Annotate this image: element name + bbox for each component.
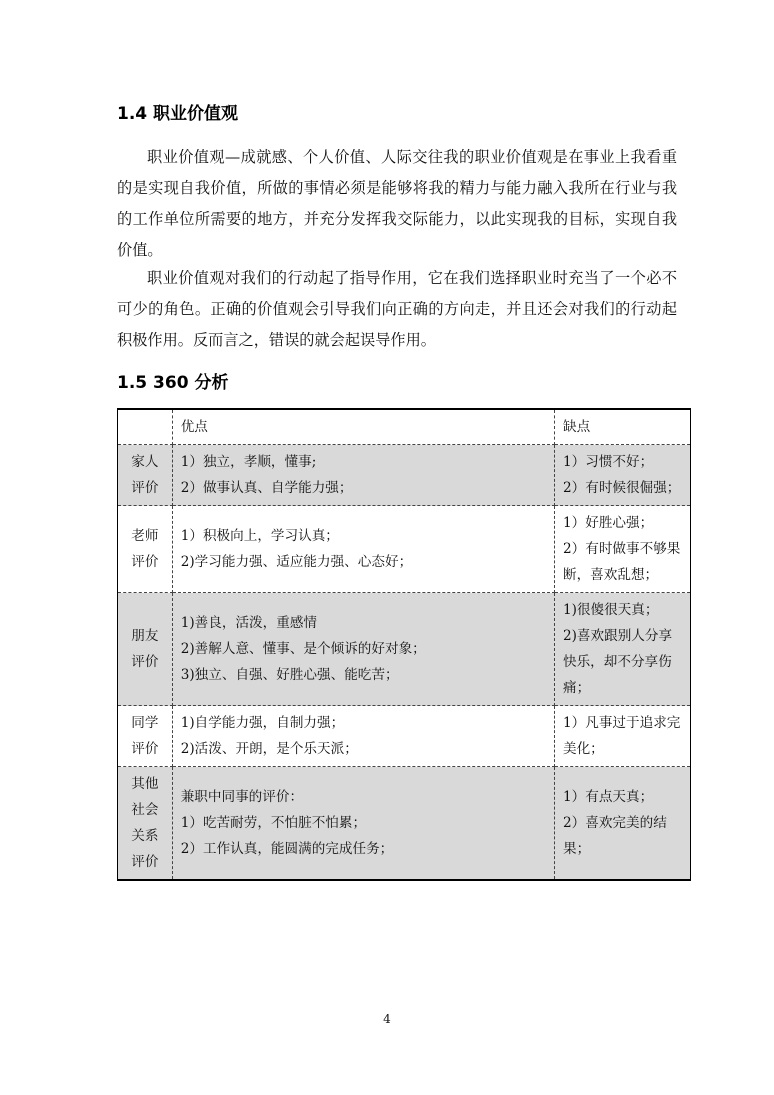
paragraph-values-1: 职业价值观—成就感、个人价值、人际交往我的职业价值观是在事业上我看重的是实现自我价值，所做的事情必须是能够将我的精力与能力融入我所在行业与我的工作单位所需要的地方，并充分发挥我交际能力，以此实现我的目标，实现自我价值。 <box>117 148 677 259</box>
cons-item: 2）有时做事不够果断，喜欢乱想； <box>562 541 681 583</box>
evaluator-line: 评价 <box>131 854 159 870</box>
header-cell-cons: 缺点 <box>554 409 690 445</box>
cons-item: 1）好胜心强； <box>562 515 654 531</box>
pros-item: 1)自学能力强，自制力强； <box>180 715 345 731</box>
table-row <box>118 506 691 593</box>
cons-cell <box>554 706 690 767</box>
cons-item: 2)喜欢跟别人分享快乐，却不分享伤痛； <box>562 628 673 696</box>
evaluator-cell <box>118 706 173 767</box>
pros-item: 1）吃苦耐劳，不怕脏不怕累； <box>180 815 367 831</box>
pros-item: 3)独立、自强、好胜心强、能吃苦； <box>180 667 399 683</box>
pros-item: 1）积极向上，学习认真； <box>180 528 339 544</box>
table-row <box>118 706 691 767</box>
pros-item: 2）工作认真，能圆满的完成任务； <box>180 841 394 857</box>
evaluator-line: 其他 <box>131 776 159 792</box>
section-heading-1-4: 1.4 职业价值观 <box>117 104 239 124</box>
cons-cell <box>554 767 690 881</box>
evaluator-line: 老师 <box>131 528 159 544</box>
pros-cell <box>172 593 554 706</box>
table-row <box>118 767 691 881</box>
pros-item: 2)活泼、开朗，是个乐天派； <box>180 741 358 757</box>
cons-cell <box>554 506 690 593</box>
pros-item: 2）做事认真、自学能力强； <box>180 480 353 496</box>
section-heading-1-5: 1.5 360 分析 <box>117 373 229 393</box>
pros-cell <box>172 506 554 593</box>
evaluator-line: 评价 <box>131 554 159 570</box>
evaluator-cell <box>118 445 173 506</box>
cons-item: 1）有点天真； <box>562 789 654 805</box>
pros-cell <box>172 445 554 506</box>
cons-item: 2）喜欢完美的结果； <box>562 815 667 857</box>
page-number: 4 <box>383 1012 391 1026</box>
evaluation-table <box>117 408 691 881</box>
evaluator-cell <box>118 767 173 881</box>
cons-cell <box>554 445 690 506</box>
table-row <box>118 593 691 706</box>
cons-item: 1）凡事过于追求完美化； <box>562 715 681 757</box>
pros-item: 2)学习能力强、适应能力强、心态好； <box>180 554 413 570</box>
header-cell-empty <box>118 409 173 445</box>
cons-item: 1）习惯不好； <box>562 454 654 470</box>
pros-cell <box>172 767 554 881</box>
evaluator-line: 家人 <box>131 454 159 470</box>
pros-item: 2)善解人意、懂事、是个倾诉的好对象； <box>180 641 426 657</box>
evaluator-line: 社会 <box>131 802 159 818</box>
evaluator-line: 朋友 <box>131 628 159 644</box>
evaluator-line: 关系 <box>131 828 159 844</box>
cons-cell <box>554 593 690 706</box>
pros-item: 1)善良，活泼，重感情 <box>180 615 318 631</box>
paragraph-values-2: 职业价值观对我们的行动起了指导作用，它在我们选择职业时充当了一个必不可少的角色。正确的价值观会引导我们向正确的方向走，并且还会对我们的行动起积极作用。反而言之，错误的就会起误导作用。 <box>117 269 677 349</box>
table-header-row <box>118 409 691 445</box>
pros-item: 1）独立，孝顺，懂事; <box>180 454 317 470</box>
pros-cell <box>172 706 554 767</box>
cons-item: 2）有时候很倔强； <box>562 480 681 496</box>
pros-item: 兼职中同事的评价： <box>180 789 304 805</box>
evaluator-cell <box>118 506 173 593</box>
cons-item: 1)很傻很天真； <box>562 602 659 618</box>
evaluator-cell <box>118 593 173 706</box>
evaluator-line: 评价 <box>131 654 159 670</box>
table-row <box>118 445 691 506</box>
evaluator-line: 评价 <box>131 741 159 757</box>
evaluator-line: 评价 <box>131 480 159 496</box>
evaluator-line: 同学 <box>131 715 159 731</box>
header-cell-pros: 优点 <box>172 409 554 445</box>
